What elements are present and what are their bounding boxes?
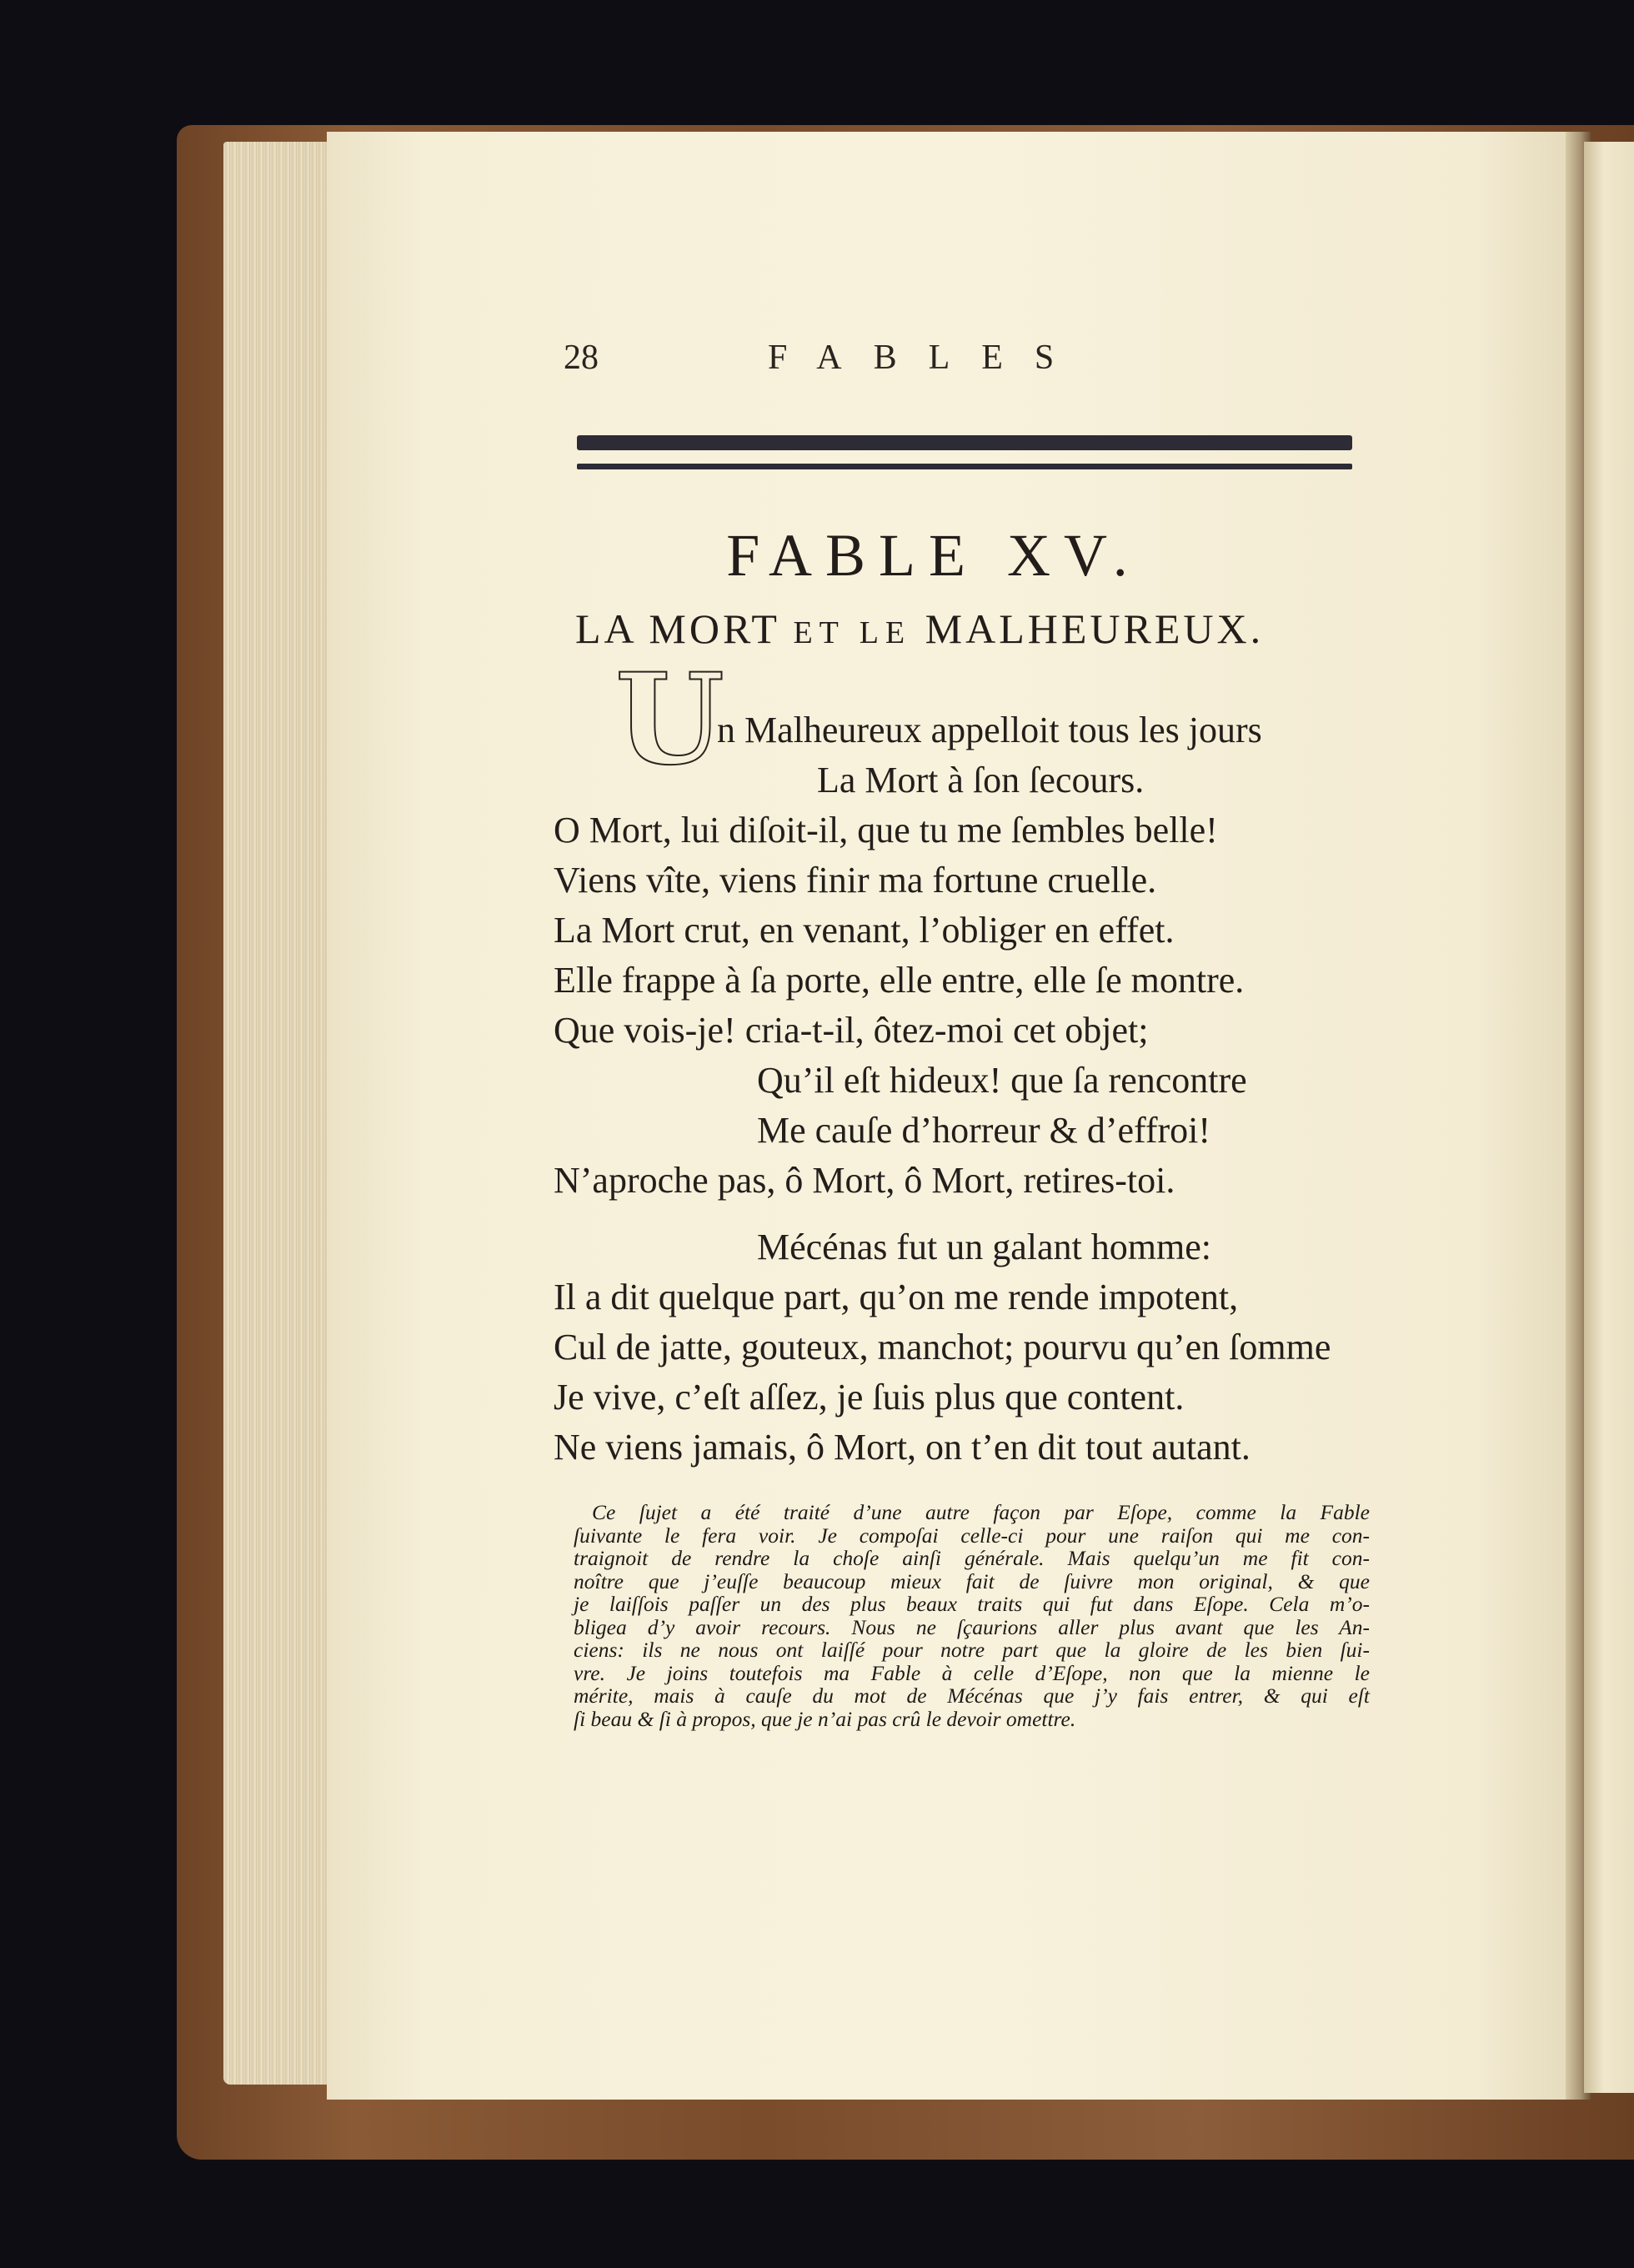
note-line: je laiſſois paſſer un des plus beaux traits qui fut dans Eſope. Cela m’o- xyxy=(574,1592,1370,1616)
drop-cap: U xyxy=(615,646,724,793)
verse-line: n Malheureux appelloit tous les jours xyxy=(717,710,1262,750)
note-line: Ce ſujet a été traité d’une autre façon par Eſope, comme la Fable xyxy=(592,1500,1370,1524)
page-number: 28 xyxy=(564,339,599,377)
verse-line: Viens vîte, viens finir ma fortune cruelle. xyxy=(554,860,1157,901)
note-line: vre. Je joins toutefois ma Fable à celle d’Eſope, non que la mienne le xyxy=(574,1660,1370,1685)
note-line: noître que j’euſſe beaucoup mieux fait de ſuivre mon original, & que xyxy=(574,1568,1370,1593)
verse-line: Je vive, c’eſt aſſez, je ſuis plus que content. xyxy=(554,1377,1185,1418)
verse-line: Ne viens jamais, ô Mort, on t’en dit tout autant. xyxy=(554,1427,1251,1468)
note-line: mérite, mais à cauſe du mot de Mécénas que j’y fais entrer, & qui eſt xyxy=(574,1683,1370,1708)
running-title: FABLES xyxy=(768,339,1086,377)
note-line: ſuivante le fera voir. Je compoſai celle-ci pour une raiſon qui me con- xyxy=(574,1523,1370,1548)
running-head xyxy=(564,338,1356,396)
page-edges xyxy=(223,142,332,2085)
thin-rule xyxy=(577,464,1352,469)
verse-line: O Mort, lui diſoit-il, que tu me ſembles belle! xyxy=(554,810,1218,850)
verse-line: Mécénas fut un galant homme: xyxy=(757,1227,1211,1267)
facing-page-edge xyxy=(1584,142,1634,2093)
subtitle-mort: MORT xyxy=(649,605,779,652)
note-line: ciens: ils ne nous ont laiſſé pour notre part que la gloire de les bien ſui- xyxy=(574,1638,1370,1662)
subtitle-la: LA xyxy=(575,605,635,652)
verse-line: Il a dit quelque part, qu’on me rende impotent, xyxy=(554,1277,1239,1317)
verse-line: La Mort crut, en venant, l’obliger en effet. xyxy=(554,910,1175,951)
thick-rule xyxy=(577,435,1352,450)
subtitle-et-le: ET LE xyxy=(793,615,912,650)
author-note xyxy=(574,1501,1370,1730)
note-line: traignoit de rendre la choſe ainſi générale. Mais quelqu’un me fit con- xyxy=(574,1546,1370,1570)
verse-line: Me cauſe d’horreur & d’effroi! xyxy=(757,1110,1211,1151)
verse-line: La Mort à ſon ſecours. xyxy=(817,760,1145,800)
verse-line: Qu’il eſt hideux! que ſa rencontre xyxy=(757,1060,1247,1101)
subtitle-malheureux: MALHEUREUX. xyxy=(925,605,1265,652)
verse-line: N’aproche pas, ô Mort, ô Mort, retires-toi. xyxy=(554,1160,1175,1201)
note-line: ſi beau & ſi à propos, que je n’ai pas crû le devoir omettre. xyxy=(574,1706,1076,1731)
note-line: bligea d’y avoir recours. Nous ne ſçaurions aller plus avant que les An- xyxy=(574,1614,1370,1639)
verse-line: Que vois-je! cria-t-il, ôtez-moi cet objet; xyxy=(554,1010,1149,1051)
verse-line: Cul de jatte, gouteux, manchot; pourvu qu’en ſomme xyxy=(554,1327,1331,1367)
fable-number: FABLE XV. xyxy=(726,522,1141,589)
verse-line: Elle frappe à ſa porte, elle entre, elle ſe montre. xyxy=(554,960,1245,1001)
